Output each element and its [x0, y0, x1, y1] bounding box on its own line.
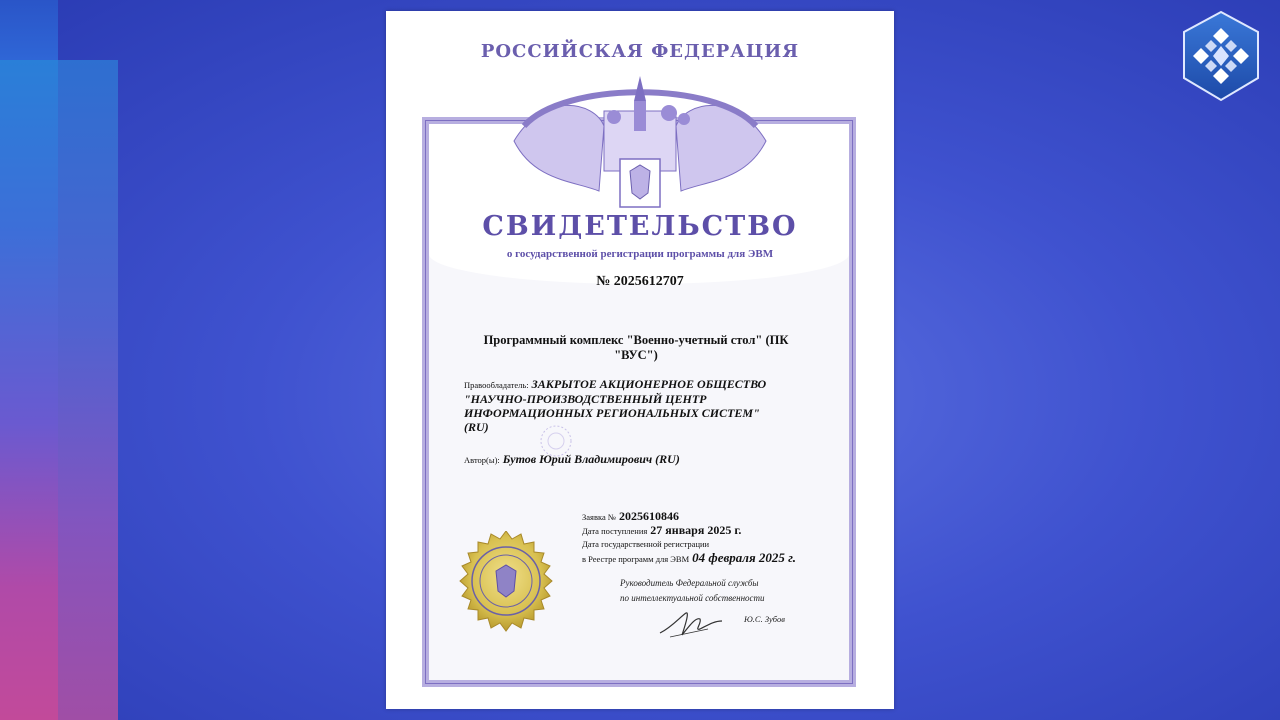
- program-name: [466, 333, 806, 363]
- received-label: Дата поступления: [582, 526, 648, 536]
- received-value: 27 января 2025 г.: [650, 523, 742, 537]
- holder-line2: "НАУЧНО-ПРОИЗВОДСТВЕННЫЙ ЦЕНТР: [464, 392, 707, 406]
- application-label: Заявка №: [582, 512, 616, 522]
- left-accent-top: [0, 0, 58, 60]
- certificate-number: № 2025612707: [596, 274, 684, 289]
- registration-label-line2: в Реестре программ для ЭВМ: [582, 554, 690, 564]
- certificate-subtitle: о государственной регистрации программы для ЭВМ: [506, 248, 774, 260]
- diamond-arrows-logo-icon: [1182, 10, 1260, 102]
- holder-label: Правообладатель:: [464, 380, 529, 390]
- author-value: Бутов Юрий Владимирович (RU): [502, 452, 680, 466]
- registration-label-line1: Дата государственной регистрации: [582, 539, 710, 549]
- kremlin-emblem-icon: [504, 71, 776, 211]
- head-line2: по интеллектуальной собственности: [620, 593, 765, 603]
- holder-line4: (RU): [464, 420, 489, 434]
- registration-value: 04 февраля 2025 г.: [692, 550, 797, 565]
- author-block: [464, 452, 680, 467]
- gold-seal-icon: [454, 531, 558, 635]
- signature-icon: [656, 607, 726, 641]
- author-label: Автор(ы):: [464, 455, 500, 465]
- program-name-line2: "ВУС"): [614, 348, 658, 362]
- head-of-service: [620, 576, 765, 606]
- holder-line3: ИНФОРМАЦИОННЫХ РЕГИОНАЛЬНЫХ СИСТЕМ": [464, 406, 760, 420]
- application-block: [582, 510, 796, 566]
- program-name-line1: Программный комплекс "Военно-учетный стол" (ПК: [483, 333, 789, 347]
- certificate-title: СВИДЕТЕЛЬСТВО: [482, 211, 798, 242]
- rightholder-block: [464, 377, 804, 434]
- left-accent-bar-inner: [58, 60, 118, 720]
- certificate-document: [386, 11, 894, 709]
- country-heading: РОССИЙСКАЯ ФЕДЕРАЦИЯ: [480, 41, 800, 62]
- application-value: 2025610846: [618, 509, 679, 523]
- head-line1: Руководитель Федеральной службы: [620, 578, 759, 588]
- signatory-name: Ю.С. Зубов: [744, 614, 785, 624]
- holder-line1: ЗАКРЫТОЕ АКЦИОНЕРНОЕ ОБЩЕСТВО: [531, 377, 767, 391]
